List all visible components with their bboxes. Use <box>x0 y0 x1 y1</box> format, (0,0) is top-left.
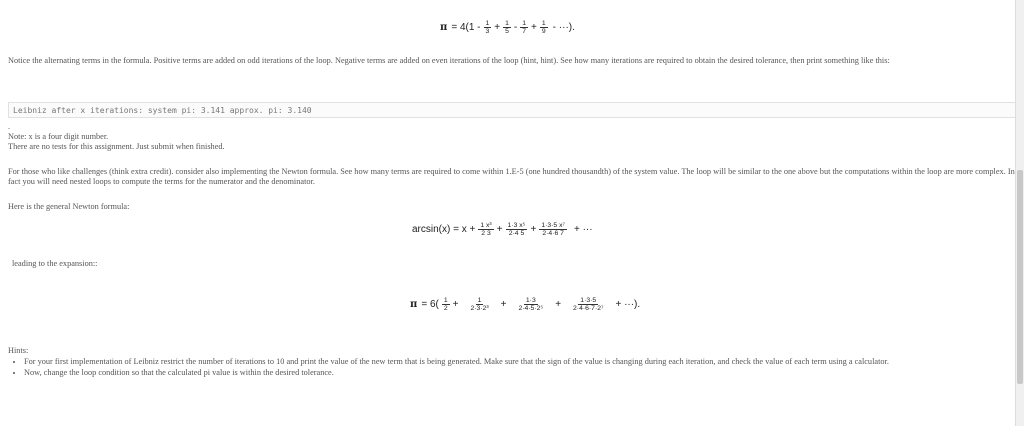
newton-eq: = 6( <box>421 299 439 310</box>
fraction: $\frac{1\cdot 3\cdot 5}{\text{2·4·6·7·2⁷}}$ <box>573 297 604 312</box>
fraction: $\frac{1\cdot 3}{\text{2·4·5·2⁵}}$ <box>518 297 544 312</box>
fraction: $\frac{1}{2}$ <box>443 297 448 312</box>
arcsin-tail: + ··· <box>573 224 593 235</box>
hints-list <box>14 357 1024 379</box>
arcsin-lhs: arcsin(x) = x + <box>412 224 476 235</box>
fraction: $\frac{1}{7}$ <box>522 20 527 35</box>
code-output-example: Leibniz after x iterations: system pi: 3.141 approx. pi: 3.140 <box>8 102 1018 118</box>
newton-tail: + ···). <box>615 299 641 310</box>
cut-off-top-text <box>8 0 17 4</box>
newton-pi-formula <box>410 297 640 312</box>
paragraph-expansion: leading to the expansion:: <box>12 259 98 268</box>
term-sign: + <box>555 299 562 310</box>
leibniz-tail: - ···). <box>552 22 575 33</box>
paragraph-newton-intro: Here is the general Newton formula: <box>8 202 130 211</box>
fraction: $\frac{1}{5}$ <box>505 20 509 35</box>
hints-title: Hints: <box>8 346 29 355</box>
leibniz-formula <box>440 20 575 35</box>
term-sign: + <box>531 22 537 33</box>
pi-symbol: π <box>410 299 418 310</box>
fraction: $\frac{\text{1 x³}}{2 3}$ <box>480 222 492 237</box>
paragraph-challenge: For those who like challenges (think extra credit). consider also implementing the Newton formula. See how many terms are required to come within 1.E-5 (one hundred thousandth) of the system value. The loop will be similar to the one above but the computations within the loop are more complex. In fact you will need nested loops to compute the terms for the numerator and the denominator. <box>8 167 1015 186</box>
term-sign: - <box>513 22 518 33</box>
leibniz-eq: = 4(1 - <box>451 22 481 33</box>
term-sign: + <box>500 299 507 310</box>
note-four-digit: Note: x is a four digit number. <box>8 132 109 141</box>
pi-symbol: π <box>440 22 448 33</box>
fraction: $\frac{1}{9}$ <box>541 20 546 35</box>
fraction: $\frac{1}{\text{2·3·2³}}$ <box>470 297 489 312</box>
vertical-scrollbar[interactable] <box>1015 0 1024 426</box>
list-item: • Now, change the loop condition so that the calculated pi value is within the desired tolerance. <box>24 368 1024 378</box>
fraction: $\frac{1}{3}$ <box>485 20 490 35</box>
term-sign: + <box>530 224 537 235</box>
term-sign: + <box>496 224 503 235</box>
arcsin-formula <box>412 222 593 237</box>
list-item: • For your first implementation of Leibniz restrict the number of iterations to 10 and print the value of the new term that is being generated. Make sure that the sign of the value is changing during each iteration, and check the value of each term using a calculator. <box>24 357 1024 367</box>
scrollbar-thumb[interactable] <box>1017 170 1023 384</box>
fraction: $\frac{\text{1·3 x⁵}}{2\cdot 4 5}$ <box>507 222 526 237</box>
term-sign: + <box>494 22 501 33</box>
paragraph-alternating-terms: Notice the alternating terms in the formula. Positive terms are added on odd iterations of the loop. Negative terms are added on even iterations of the loop (hint, hint). See how many iterations are required to obtain the desired tolerance, then print something like this: <box>8 56 890 65</box>
dot-line: . <box>8 122 11 131</box>
note-no-tests: There are no tests for this assignment. Just submit when finished. <box>8 142 225 151</box>
fraction: $\frac{\text{1·3·5 x⁷}}{2\cdot 4\cdot 6 7}$ <box>541 222 565 237</box>
term-sign: + <box>452 299 459 310</box>
